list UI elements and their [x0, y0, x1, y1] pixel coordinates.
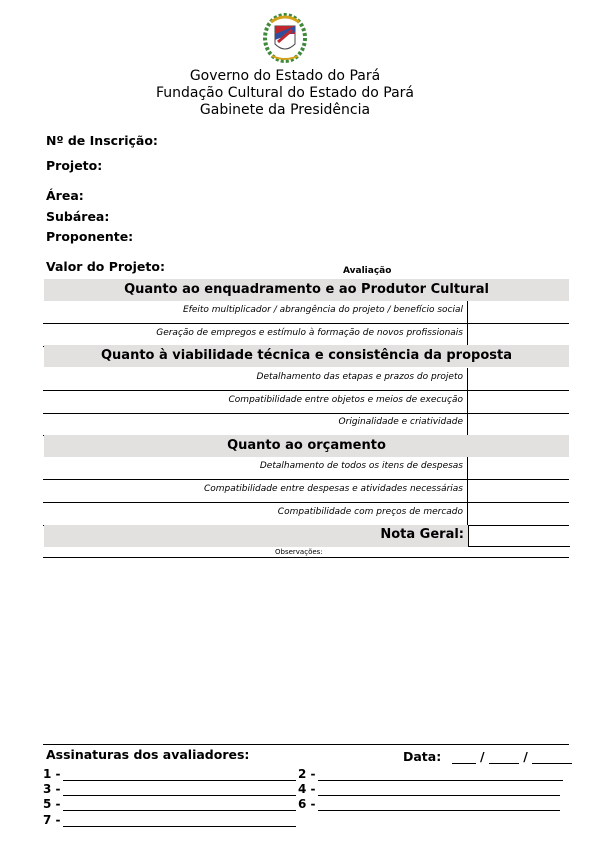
criteria-label: Detalhamento de todos os itens de despesas: [259, 461, 463, 471]
nota-geral-cell[interactable]: [468, 525, 570, 547]
signature-slot-3: [43, 782, 296, 796]
date-year-blank[interactable]: [532, 751, 572, 764]
section-enquadramento: [44, 279, 569, 301]
signature-slot-4: [298, 782, 560, 796]
field-subarea-label: Subárea:: [46, 209, 110, 224]
score-cell[interactable]: [467, 391, 570, 413]
criteria-label: Originalidade e criatividade: [338, 417, 463, 427]
signature-number: 2 -: [298, 767, 316, 781]
signature-line[interactable]: [318, 800, 560, 811]
score-cell[interactable]: [467, 324, 570, 346]
criteria-label: Compatibilidade com preços de mercado: [277, 507, 463, 517]
criteria-row: [43, 368, 569, 391]
signature-line[interactable]: [63, 770, 296, 781]
field-valor-label: Valor do Projeto:: [46, 259, 165, 274]
score-cell[interactable]: [467, 301, 570, 323]
criteria-row: [43, 324, 569, 347]
criteria-row: [43, 391, 569, 414]
signature-slot-1: [43, 767, 296, 781]
observacoes-line: [43, 557, 569, 558]
nota-geral-band: [44, 525, 468, 547]
criteria-row: [43, 480, 569, 503]
signature-line[interactable]: [63, 816, 296, 827]
nota-geral-label: Nota Geral:: [380, 527, 464, 542]
score-cell[interactable]: [467, 503, 570, 525]
signature-number: 7 -: [43, 813, 61, 827]
score-cell[interactable]: [467, 368, 570, 390]
section-orcamento: [44, 435, 569, 457]
observacoes-label: Observações:: [275, 548, 323, 556]
header-government: Governo do Estado do Pará: [189, 68, 381, 84]
field-area-label: Área:: [46, 188, 84, 203]
field-projeto-label: Projeto:: [46, 158, 103, 173]
signature-number: 4 -: [298, 782, 316, 796]
score-cell[interactable]: [467, 413, 570, 435]
date-separator: /: [479, 749, 485, 764]
signature-number: 5 -: [43, 797, 61, 811]
signature-line[interactable]: [318, 770, 563, 781]
criteria-row: [43, 457, 569, 480]
state-coat-of-arms-logo: [262, 12, 308, 64]
criteria-label: Detalhamento das etapas e prazos do projeto: [256, 372, 463, 382]
signature-number: 6 -: [298, 797, 316, 811]
date-separator: /: [523, 749, 528, 764]
signature-slot-6: [298, 797, 560, 811]
criteria-label: Efeito multiplicador / abrangência do projeto / benefício social: [182, 305, 463, 315]
section-title: Quanto ao enquadramento e ao Produtor Cultural: [124, 282, 489, 297]
signature-slot-7: [43, 813, 296, 827]
signature-line[interactable]: [63, 785, 296, 796]
header-cabinet: Gabinete da Presidência: [199, 102, 371, 118]
signature-line[interactable]: [63, 800, 296, 811]
assinaturas-label: Assinaturas dos avaliadores:: [46, 747, 250, 762]
criteria-label: Geração de empregos e estímulo à formação de novos profissionais: [156, 328, 463, 338]
criteria-row: [43, 413, 569, 436]
signature-divider: [43, 744, 569, 745]
signature-slot-2: [298, 767, 563, 781]
data-label: Data:: [403, 749, 442, 764]
section-title: Quanto ao orçamento: [227, 438, 386, 453]
data-field: [403, 749, 572, 764]
signature-number: 3 -: [43, 782, 61, 796]
date-day-blank[interactable]: [452, 751, 476, 764]
section-viabilidade: [44, 345, 569, 367]
criteria-row: [43, 301, 569, 324]
criteria-row: [43, 503, 569, 526]
section-title: Quanto à viabilidade técnica e consistência da proposta: [101, 348, 512, 363]
header-foundation: Fundação Cultural do Estado do Pará: [155, 85, 414, 101]
signature-slot-5: [43, 797, 296, 811]
avaliacao-header: Avaliação: [343, 266, 392, 276]
date-month-blank[interactable]: [489, 751, 519, 764]
signature-number: 1 -: [43, 767, 61, 781]
criteria-label: Compatibilidade entre despesas e atividades necessárias: [203, 484, 463, 494]
criteria-label: Compatibilidade entre objetos e meios de execução: [228, 395, 463, 405]
score-cell[interactable]: [467, 480, 570, 502]
field-proponente-label: Proponente:: [46, 229, 134, 244]
signature-line[interactable]: [318, 785, 560, 796]
field-inscricao-label: Nº de Inscrição:: [46, 133, 158, 148]
score-cell[interactable]: [467, 457, 570, 479]
